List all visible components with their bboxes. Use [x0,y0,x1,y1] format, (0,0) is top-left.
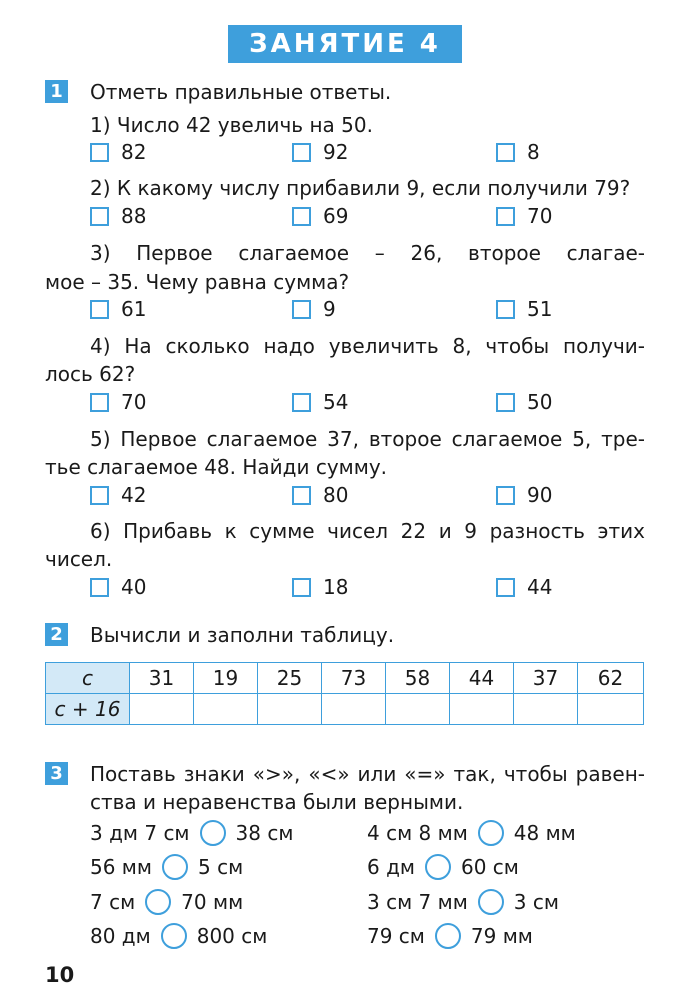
question-2-option-a[interactable]: 88 [90,204,146,228]
comparison-sign-circle[interactable] [435,923,461,949]
checkbox[interactable] [292,486,311,505]
question-1-text: 1) Число 42 увеличь на 50. [90,113,373,137]
task-2-instruction: Вычисли и заполни таблицу. [90,623,395,647]
answer-cell[interactable] [130,694,194,725]
comparison-sign-circle[interactable] [161,923,187,949]
checkbox[interactable] [496,393,515,412]
table-cell: 73 [322,663,386,694]
question-6-option-b[interactable]: 18 [292,575,348,599]
task-3-instruction-line-1: Поставь знаки «>», «<» или «=» так, чтобы равен- [90,762,645,786]
comparison-sign-circle[interactable] [145,889,171,915]
answer-cell[interactable] [514,694,578,725]
comparison-sign-circle[interactable] [162,854,188,880]
question-1-option-b[interactable]: 92 [292,140,348,164]
question-1-option-a[interactable]: 82 [90,140,146,164]
answer-cell[interactable] [578,694,644,725]
answer-cell[interactable] [322,694,386,725]
table-cell: 44 [450,663,514,694]
question-2-text: 2) К какому числу прибавили 9, если получили 79? [90,176,631,200]
checkbox[interactable] [292,143,311,162]
table-row-c [46,663,644,694]
question-1-option-c[interactable]: 8 [496,140,540,164]
checkbox[interactable] [90,486,109,505]
question-5-option-c[interactable]: 90 [496,483,552,507]
comparison-item: 3 дм 7 см 38 см [90,821,294,845]
table-cell: 37 [514,663,578,694]
answer-cell[interactable] [258,694,322,725]
question-2-option-b[interactable]: 69 [292,204,348,228]
question-3-option-a[interactable]: 61 [90,297,146,321]
task-2-number-badge: 2 [45,623,68,646]
checkbox[interactable] [496,207,515,226]
table-row-c-plus-16 [46,694,644,725]
comparison-sign-circle[interactable] [478,889,504,915]
comparison-sign-circle[interactable] [478,820,504,846]
checkbox[interactable] [292,393,311,412]
comparison-item: 80 дм 800 см [90,924,268,948]
question-6-option-c[interactable]: 44 [496,575,552,599]
question-4-text-line-2: лось 62? [45,362,136,386]
checkbox[interactable] [496,578,515,597]
question-5-option-a[interactable]: 42 [90,483,146,507]
question-5-text-line-2: тье слагаемое 48. Найди сумму. [45,455,388,479]
comparison-item: 6 дм 60 см [367,855,519,879]
page-number: 10 [45,963,75,987]
comparison-sign-circle[interactable] [200,820,226,846]
table-cell: 62 [578,663,644,694]
checkbox[interactable] [292,300,311,319]
checkbox[interactable] [90,393,109,412]
comparison-item: 56 мм 5 см [90,855,244,879]
question-4-option-a[interactable]: 70 [90,390,146,414]
checkbox[interactable] [292,207,311,226]
task-3-instruction-line-2: ства и неравенства были верными. [90,790,464,814]
task-1-instruction: Отметь правильные ответы. [90,80,392,104]
checkbox[interactable] [90,207,109,226]
question-6-text-line-2: чисел. [45,547,113,571]
comparison-item: 4 см 8 мм 48 мм [367,821,576,845]
row-header-c: c [46,663,130,694]
comparison-item: 7 см 70 мм [90,890,244,914]
checkbox[interactable] [496,486,515,505]
comparison-item: 79 см 79 мм [367,924,533,948]
table-cell: 58 [386,663,450,694]
answer-cell[interactable] [194,694,258,725]
question-4-option-c[interactable]: 50 [496,390,552,414]
comparison-sign-circle[interactable] [425,854,451,880]
checkbox[interactable] [90,578,109,597]
table-cell: 19 [194,663,258,694]
question-3-option-c[interactable]: 51 [496,297,552,321]
lesson-title: ЗАНЯТИЕ 4 [228,25,462,63]
checkbox[interactable] [496,300,515,319]
question-3-text-line-1: 3) Первое слагаемое – 26, второе слагае- [90,241,645,265]
question-5-option-b[interactable]: 80 [292,483,348,507]
task-1-number-badge: 1 [45,80,68,103]
question-6-option-a[interactable]: 40 [90,575,146,599]
answer-cell[interactable] [450,694,514,725]
task-3-number-badge: 3 [45,762,68,785]
comparison-item: 3 см 7 мм 3 см [367,890,559,914]
question-6-text-line-1: 6) Прибавь к сумме чисел 22 и 9 разность этих [90,519,645,543]
question-3-text-line-2: мое – 35. Чему равна сумма? [45,270,350,294]
question-5-text-line-1: 5) Первое слагаемое 37, второе слагаемое 5, тре- [90,427,645,451]
question-2-option-c[interactable]: 70 [496,204,552,228]
checkbox[interactable] [292,578,311,597]
row-header-c-plus-16: c + 16 [46,694,130,725]
checkbox[interactable] [90,300,109,319]
calculation-table [45,662,644,725]
answer-cell[interactable] [386,694,450,725]
table-cell: 25 [258,663,322,694]
question-3-option-b[interactable]: 9 [292,297,336,321]
table-cell: 31 [130,663,194,694]
question-4-option-b[interactable]: 54 [292,390,348,414]
question-4-text-line-1: 4) На сколько надо увеличить 8, чтобы получи- [90,334,645,358]
checkbox[interactable] [496,143,515,162]
checkbox[interactable] [90,143,109,162]
